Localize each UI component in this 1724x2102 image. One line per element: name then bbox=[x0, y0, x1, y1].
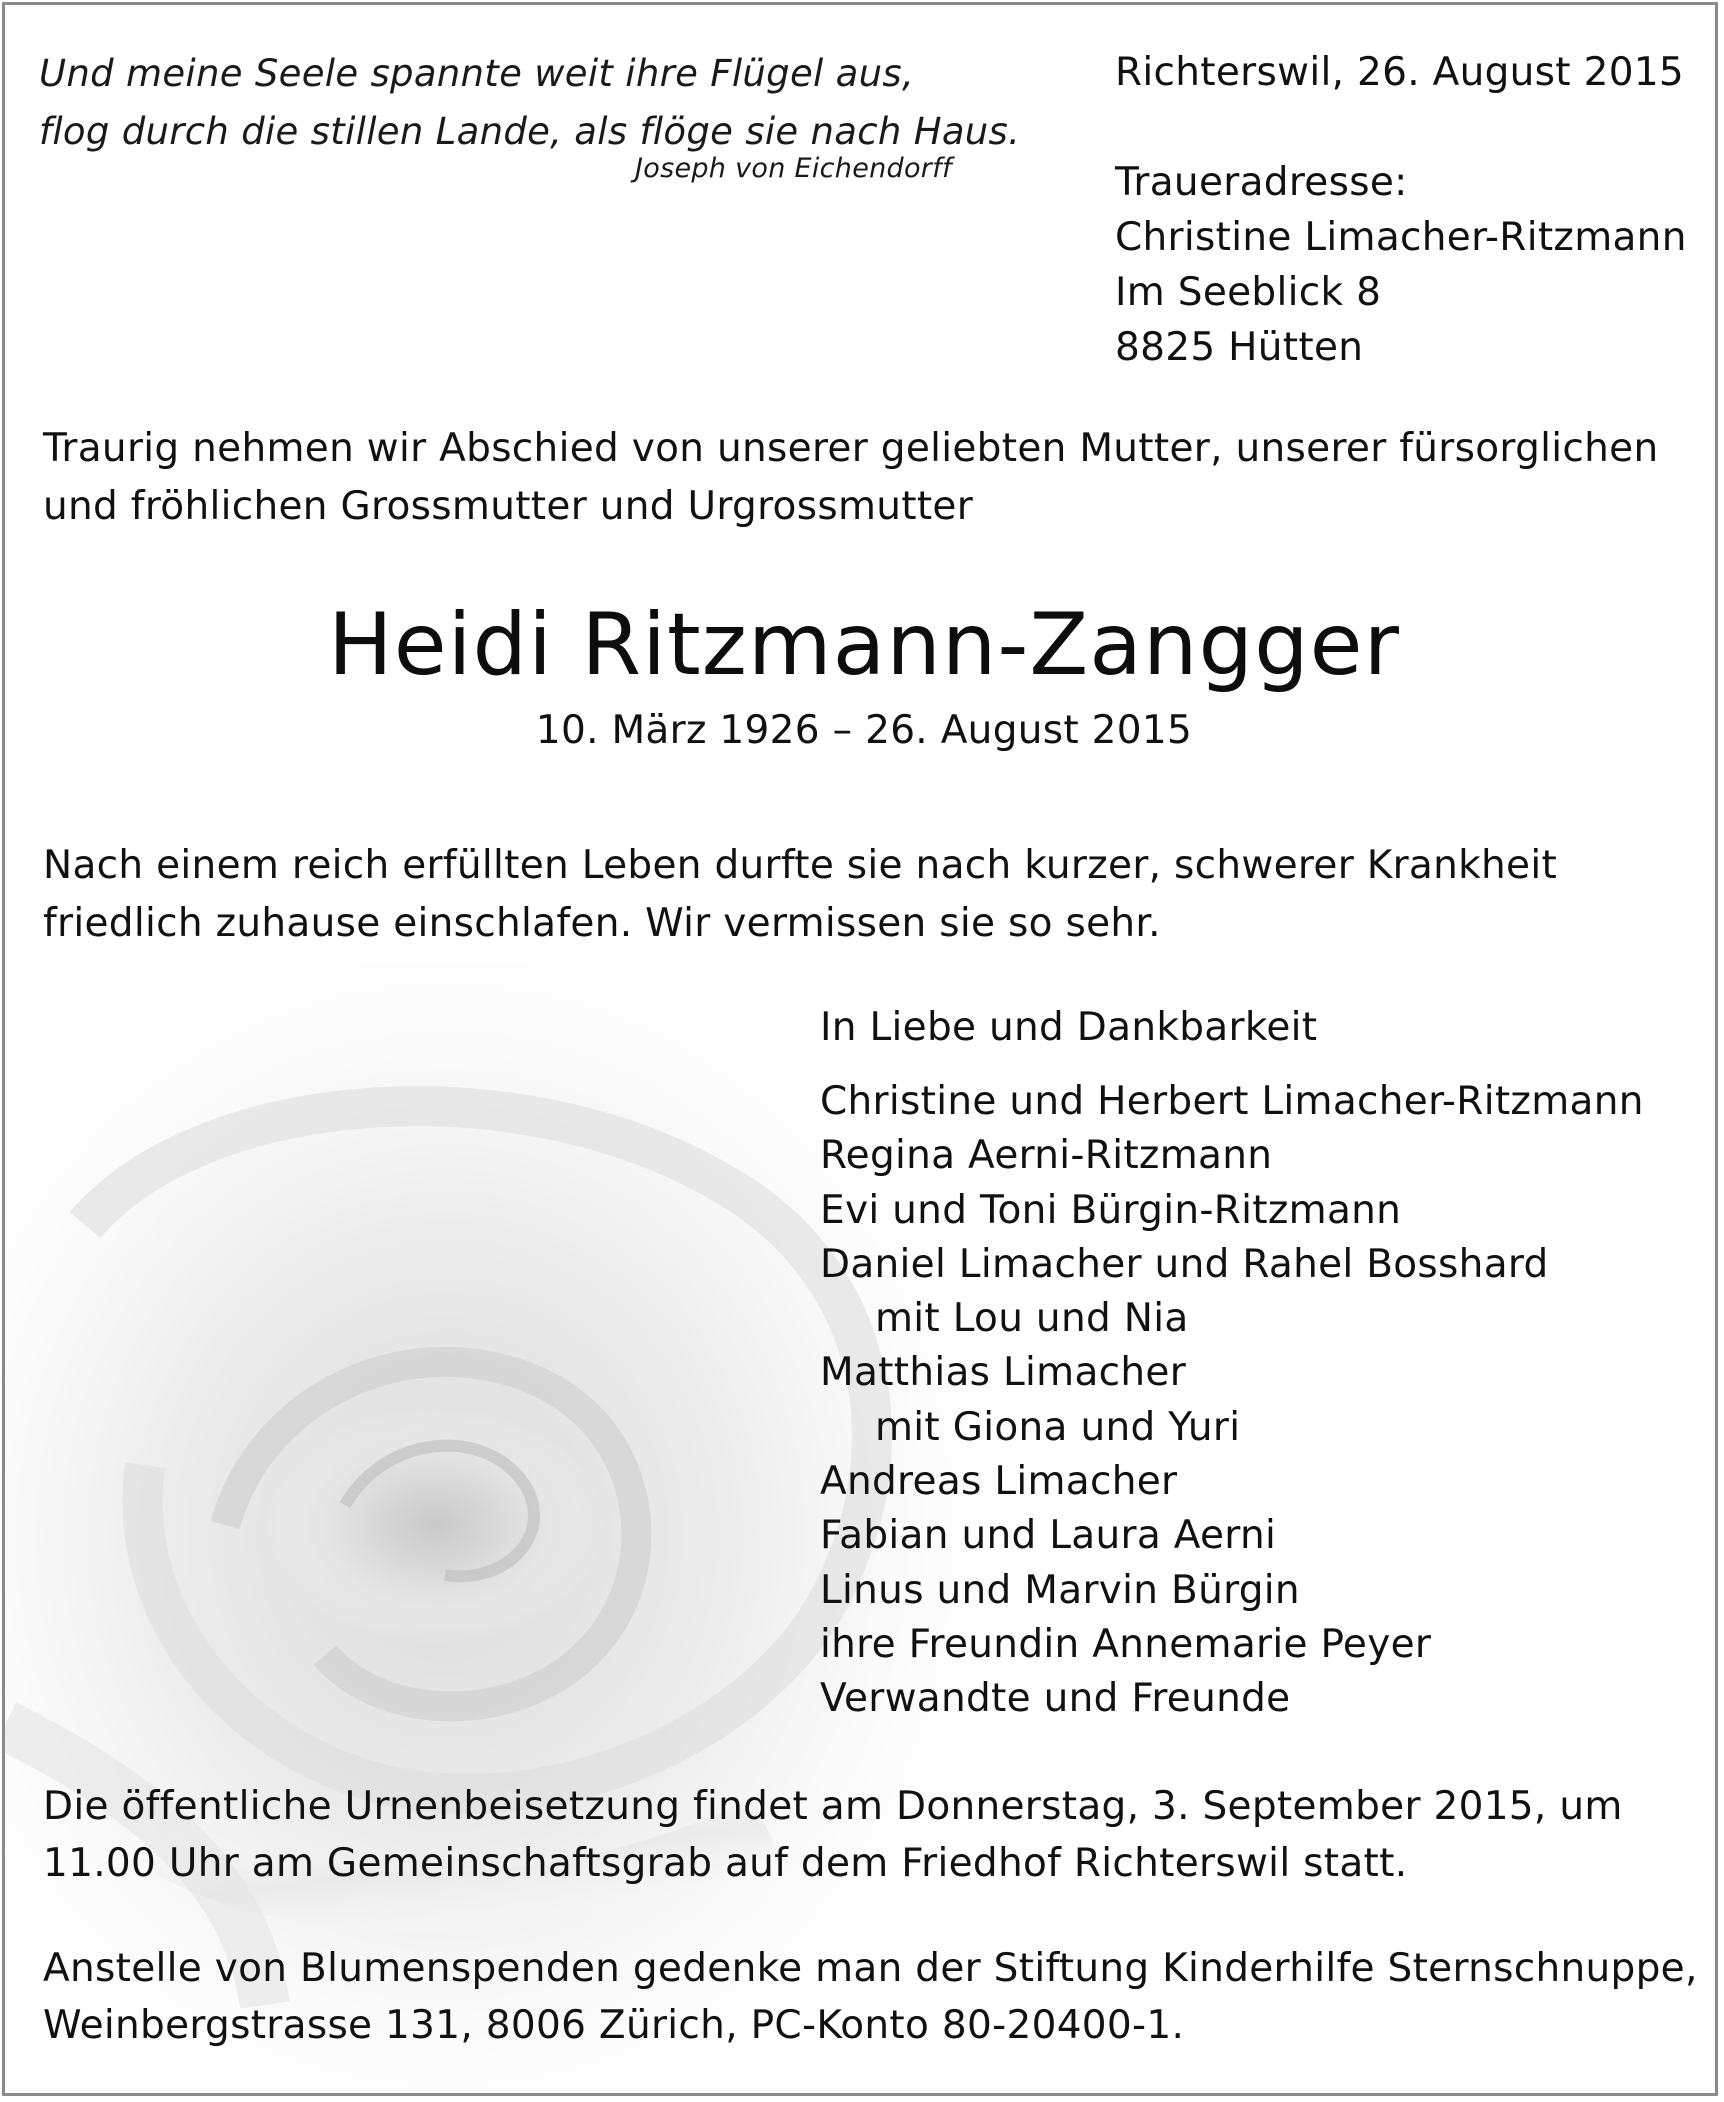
signer-name: mit Lou und Nia bbox=[875, 1296, 1189, 1342]
deceased-name: Heidi Ritzmann-Zangger bbox=[328, 595, 1400, 695]
signer-name: Regina Aerni-Ritzmann bbox=[820, 1133, 1273, 1179]
mourning-address-label: Traueradresse: bbox=[1115, 160, 1408, 205]
poem-quote bbox=[39, 45, 1020, 161]
signer-name: Christine und Herbert Limacher-Ritzmann bbox=[820, 1079, 1644, 1124]
poem-author: Joseph von Eichendorff bbox=[635, 153, 952, 184]
signer-name: Fabian und Laura Aerni bbox=[820, 1513, 1277, 1559]
intro-line: Traurig nehmen wir Abschied von unserer geliebten Mutter, unserer fürsorglichen bbox=[43, 426, 1659, 471]
signer-name: Evi und Toni Bürgin-Ritzmann bbox=[820, 1187, 1402, 1233]
service-line: 11.00 Uhr am Gemeinschaftsgrab auf dem Friedhof Richterswil statt. bbox=[43, 1841, 1408, 1886]
message-line: Nach einem reich erfüllten Leben durfte sie nach kurzer, schwerer Krankheit bbox=[43, 843, 1558, 888]
place-and-date: Richterswil, 26. August 2015 bbox=[1115, 50, 1685, 95]
address-line: 8825 Hütten bbox=[1115, 325, 1364, 370]
signer-name: Andreas Limacher bbox=[820, 1459, 1178, 1505]
signer-name: ihre Freundin Annemarie Peyer bbox=[820, 1621, 1432, 1667]
intro-text bbox=[43, 420, 1658, 536]
service-info bbox=[43, 1778, 1623, 1892]
address-line: Christine Limacher-Ritzmann bbox=[1115, 215, 1687, 260]
signer-name: Linus und Marvin Bürgin bbox=[820, 1567, 1300, 1613]
intro-line: und fröhlichen Grossmutter und Urgrossmutter bbox=[43, 484, 974, 529]
life-dates: 10. März 1926 – 26. August 2015 bbox=[535, 708, 1193, 753]
poem-line: flog durch die stillen Lande, als flöge sie nach Haus. bbox=[39, 110, 1021, 153]
poem-line: Und meine Seele spannte weit ihre Flügel aus, bbox=[39, 52, 915, 95]
donation-line: Anstelle von Blumenspenden gedenke man der Stiftung Kinderhilfe Sternschnuppe, bbox=[43, 1946, 1698, 1991]
signer-name: Verwandte und Freunde bbox=[820, 1676, 1291, 1722]
mourning-address bbox=[1115, 155, 1687, 375]
donation-line: Weinbergstrasse 131, 8006 Zürich, PC-Konto 80-20400-1. bbox=[43, 2003, 1185, 2048]
donation-info bbox=[43, 1940, 1698, 2054]
message-text bbox=[43, 837, 1557, 953]
service-line: Die öffentliche Urnenbeisetzung findet am Donnerstag, 3. September 2015, um bbox=[43, 1784, 1623, 1829]
message-line: friedlich zuhause einschlafen. Wir vermissen sie so sehr. bbox=[43, 901, 1161, 946]
signer-name: Matthias Limacher bbox=[820, 1350, 1187, 1396]
signer-name: Daniel Limacher und Rahel Bosshard bbox=[820, 1241, 1549, 1287]
address-line: Im Seeblick 8 bbox=[1115, 270, 1382, 315]
signers-list bbox=[820, 1075, 1644, 1727]
signoff-text: In Liebe und Dankbarkeit bbox=[820, 1005, 1318, 1050]
signer-name: mit Giona und Yuri bbox=[875, 1404, 1241, 1450]
obituary-notice bbox=[2, 2, 1718, 2096]
